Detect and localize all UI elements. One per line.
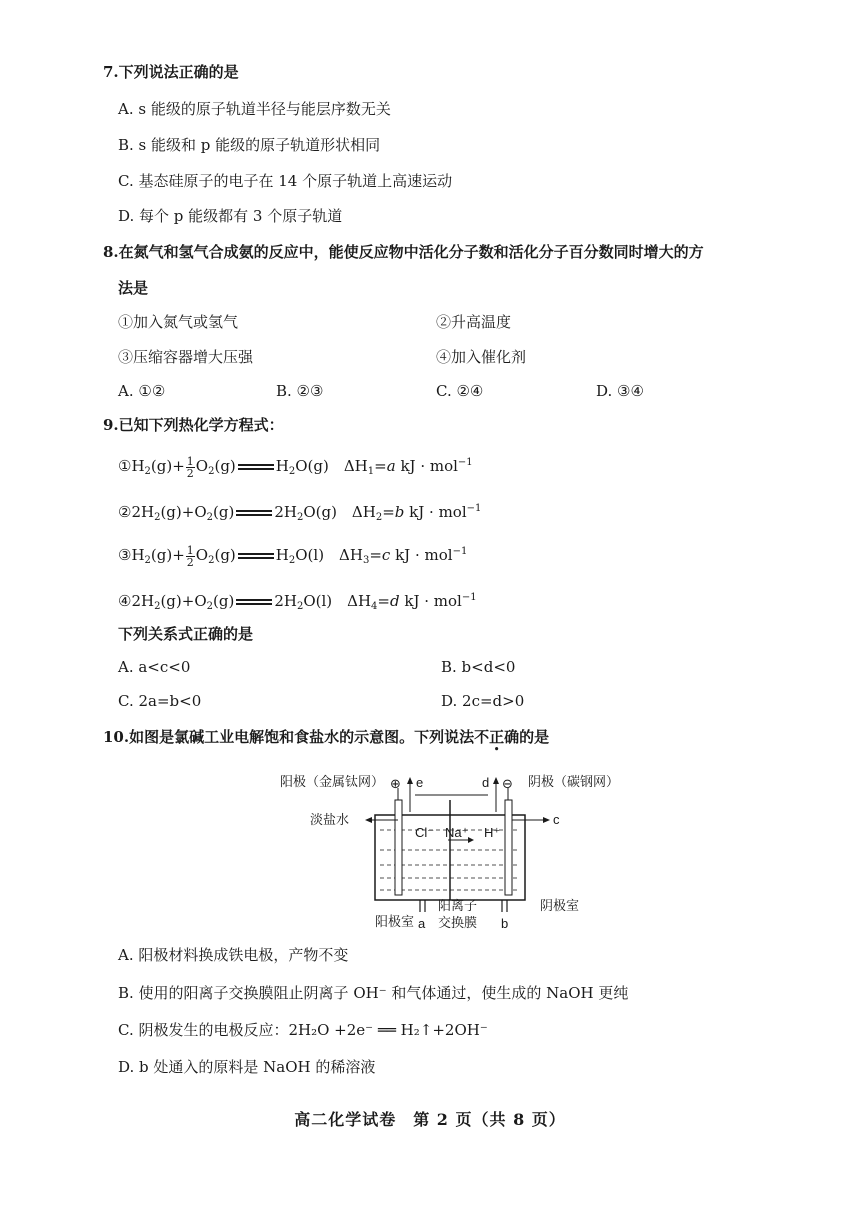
q8-item-1: ①加入氮气或氢气 bbox=[118, 313, 239, 331]
q10-option-c: C. 阴极发生的电极反应：2H₂O +2e⁻ ══ H₂↑+2OH⁻ bbox=[118, 1021, 488, 1039]
q8-item-3: ③压缩容器增大压强 bbox=[118, 348, 254, 366]
q8-option-a: A. ①② bbox=[118, 382, 166, 400]
q10-option-b: B. 使用的阳离子交换膜阻止阴离子 OH⁻ 和气体通过，使生成的 NaOH 更纯 bbox=[118, 984, 629, 1002]
q7-option-b: B. s 能级和 p 能级的原子轨道形状相同 bbox=[118, 136, 381, 154]
fraction-half: $\frac{1}{2}$ bbox=[186, 454, 194, 480]
ion-cl-label: Cl⁻ bbox=[415, 825, 435, 840]
q7-option-a: A. s 能级的原子轨道半径与能层序数无关 bbox=[118, 100, 391, 118]
anode-room-label: 阳极室 bbox=[375, 914, 415, 929]
anode-electrode bbox=[395, 800, 402, 895]
equals-sign bbox=[234, 508, 274, 518]
q9-stem: 9.已知下列热化学方程式： bbox=[103, 416, 284, 434]
port-d-label: d bbox=[482, 775, 490, 790]
q8-stem-line1: 8.在氮气和氢气合成氨的反应中，能使反应物中活化分子数和活化分子百分数同时增大的方 bbox=[103, 243, 704, 261]
cathode-label: 阴极（碳钢网） bbox=[528, 774, 620, 789]
q10-stem-pre: 10.如图是氯碱工业电解饱和食盐水的示意图。下列说法 bbox=[103, 728, 475, 746]
q9-equation-1: $①H_2(g)+$ $\frac{1}{2}$ $O_2(g)$ $H_2O(g)$ $\Delta H_1=a$ kJ · mol$^{-1}$ bbox=[118, 454, 473, 480]
q8-option-b: B. ②③ bbox=[276, 382, 324, 400]
fraction-half: $\frac{1}{2}$ bbox=[186, 543, 194, 569]
q8-option-c: C. ②④ bbox=[436, 382, 484, 400]
equals-sign bbox=[236, 462, 276, 472]
minus-symbol: ⊖ bbox=[502, 776, 513, 791]
equals-sign bbox=[236, 551, 276, 561]
q7-stem: 7.下列说法正确的是 bbox=[103, 63, 239, 81]
port-a-label: a bbox=[418, 916, 426, 930]
q10-option-a: A. 阳极材料换成铁电极，产物不变 bbox=[118, 946, 349, 964]
q9-equation-3: $③H_2(g)+$ $\frac{1}{2}$ $O_2(g)$ $H_2O(l)$ $\Delta H_3=c$ kJ · mol$^{-1}$ bbox=[118, 543, 468, 569]
port-e-label: e bbox=[416, 775, 424, 790]
q9-option-c: C. 2a=b<0 bbox=[118, 692, 202, 710]
page-footer: 高二化学试卷 第 2 页（共 8 页） bbox=[294, 1110, 566, 1129]
ion-h-label: H⁺ bbox=[484, 825, 501, 840]
membrane-label-line1: 阳离子 bbox=[438, 898, 478, 913]
q10-stem-emphasis: 不正确 bbox=[474, 728, 520, 746]
q9-option-d: D. 2c=d>0 bbox=[441, 692, 525, 710]
q8-item-2: ②升高温度 bbox=[436, 313, 512, 331]
q8-option-d: D. ③④ bbox=[596, 382, 644, 400]
plus-symbol: ⊕ bbox=[390, 776, 401, 791]
q10-stem bbox=[103, 727, 549, 747]
q9-sub-stem: 下列关系式正确的是 bbox=[118, 625, 254, 643]
membrane-label-line2: 交换膜 bbox=[438, 915, 478, 930]
q7-option-c: C. 基态硅原子的电子在 14 个原子轨道上高速运动 bbox=[118, 172, 453, 190]
q7-option-d: D. 每个 p 能级都有 3 个原子轨道 bbox=[118, 207, 343, 225]
q10-option-d: D. b 处通入的原料是 NaOH 的稀溶液 bbox=[118, 1058, 376, 1076]
cathode-room-label: 阴极室 bbox=[540, 898, 580, 913]
q9-equation-2: $②2H_2(g)+O_2(g)$ $2H_2O(g)$ $\Delta H_2=b$ kJ · mol$^{-1}$ bbox=[118, 503, 482, 523]
q10-stem-post: 的是 bbox=[519, 728, 550, 746]
q9-option-a: A. a<c<0 bbox=[118, 658, 191, 676]
port-c-label: c bbox=[553, 812, 560, 827]
dilute-brine-label: 淡盐水 bbox=[310, 812, 350, 827]
port-b-label: b bbox=[501, 916, 509, 930]
equals-sign bbox=[234, 597, 274, 607]
electrolysis-diagram bbox=[270, 760, 630, 930]
ion-na-label: Na⁺ bbox=[445, 825, 469, 840]
q9-equation-4: $④2H_2(g)+O_2(g)$ $2H_2O(l)$ $\Delta H_4=d$ kJ · mol$^{-1}$ bbox=[118, 592, 477, 612]
anode-label: 阳极（金属钛网） bbox=[280, 774, 385, 789]
q8-item-4: ④加入催化剂 bbox=[436, 348, 527, 366]
cathode-electrode bbox=[505, 800, 512, 895]
q9-option-b: B. b<d<0 bbox=[441, 658, 516, 676]
q8-stem-line2: 法是 bbox=[118, 279, 149, 297]
